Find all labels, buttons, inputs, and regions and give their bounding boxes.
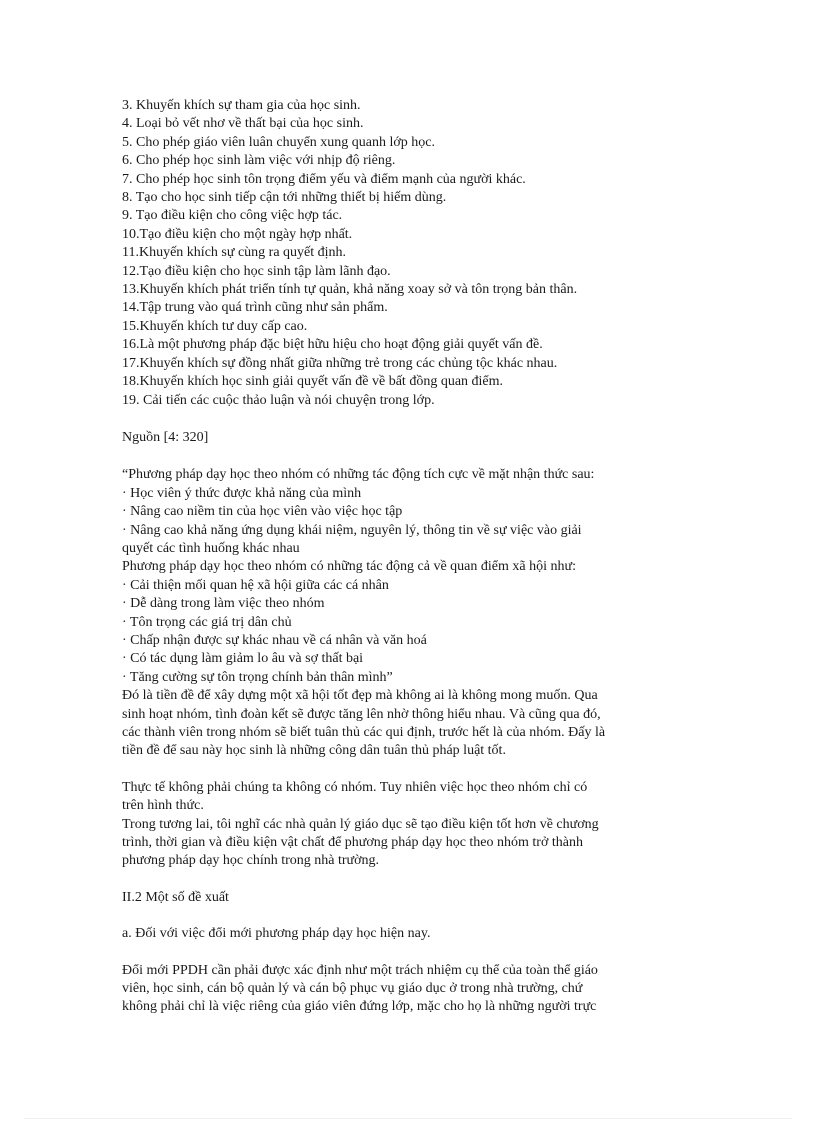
list-item: 13.Khuyến khích phát triển tính tự quản, khả năng xoay sở và tôn trọng bản thân. [122, 282, 578, 298]
paragraph-line: “Phương pháp dạy học theo nhóm có những tác động tích cực về mặt nhận thức sau: [122, 467, 595, 483]
subsection-heading: a. Đối với việc đổi mới phương pháp dạy học hiện nay. [122, 926, 431, 942]
list-item: 11.Khuyến khích sự cùng ra quyết định. [122, 245, 347, 261]
paragraph-line: · Dễ dàng trong làm việc theo nhóm [122, 596, 325, 612]
list-item: 17.Khuyến khích sự đồng nhất giữa những trẻ trong các chủng tộc khác nhau. [122, 355, 558, 371]
paragraph-line: quyết các tình huống khác nhau [122, 540, 300, 556]
reality-paragraph [122, 779, 702, 871]
paragraph-line: sinh hoạt nhóm, tình đoàn kết sẽ được tăng lên nhờ thông hiểu nhau. Và cũng qua đó, [122, 706, 601, 722]
paragraph-line: Đó là tiền đề để xây dựng một xã hội tốt đẹp mà không ai là không mong muốn. Qua [122, 688, 598, 704]
paragraph-line: tiền đề để sau này học sinh là những công dân tuân thủ pháp luật tốt. [122, 743, 506, 759]
section-heading: II.2 Một số đề xuất [122, 889, 229, 905]
benefits-list [122, 97, 702, 410]
paragraph-line: Trong tương lai, tôi nghĩ các nhà quản lý giáo dục sẽ tạo điều kiện tốt hơn về chương [122, 816, 599, 832]
paragraph-line: · Nâng cao khả năng ứng dụng khái niệm, nguyên lý, thông tin về sự việc vào giải [122, 522, 582, 538]
list-item: 14.Tập trung vào quá trình cũng như sản phẩm. [122, 300, 388, 316]
paragraph-line: các thành viên trong nhóm sẽ biết tuân thủ các qui định, trước hết là của nhóm. Đấy là [122, 725, 606, 740]
list-item: 15.Khuyến khích tư duy cấp cao. [122, 318, 308, 334]
paragraph-line: · Cải thiện mối quan hệ xã hội giữa các cá nhân [122, 577, 389, 593]
paragraph-line: không phải chỉ là việc riêng của giáo viên đứng lớp, mặc cho họ là những người trực [122, 999, 597, 1015]
document-page [122, 97, 702, 1017]
list-item: 3. Khuyến khích sự tham gia của học sinh. [122, 98, 361, 113]
paragraph-line: Phương pháp dạy học theo nhóm có những tác động cả về quan điểm xã hội như: [122, 559, 576, 575]
list-item: 6. Cho phép học sinh làm việc với nhịp độ riêng. [122, 153, 396, 169]
paragraph-line: Thực tế không phải chúng ta không có nhóm. Tuy nhiên việc học theo nhóm chỉ có [122, 779, 588, 795]
paragraph-line: Đổi mới PPDH cần phải được xác định như một trách nhiệm cụ thể của toàn thể giáo [122, 962, 598, 978]
final-paragraph [122, 962, 702, 1017]
list-item: 4. Loại bỏ vết nhơ về thất bại của học sinh. [122, 116, 364, 132]
list-item: 8. Tạo cho học sinh tiếp cận tới những thiết bị hiếm dùng. [122, 190, 447, 206]
paragraph-line: phương pháp dạy học chính trong nhà trường. [122, 853, 380, 869]
list-item: 5. Cho phép giáo viên luân chuyển xung quanh lớp học. [122, 134, 436, 150]
list-item: 16.Là một phương pháp đặc biệt hữu hiệu cho hoạt động giải quyết vấn đề. [122, 337, 543, 353]
source-citation: Nguồn [4: 320] [122, 429, 209, 445]
quote-block [122, 466, 702, 761]
paragraph-line: · Có tác dụng làm giảm lo âu và sợ thất bại [122, 651, 364, 667]
paragraph-line: · Học viên ý thức được khả năng của mình [122, 485, 362, 501]
paragraph-line: trình, thời gian và điều kiện vật chất để phương pháp dạy học theo nhóm trở thành [122, 835, 583, 851]
paragraph-line: · Tôn trọng các giá trị dân chủ [122, 614, 292, 630]
list-item: 10.Tạo điều kiện cho một ngày hợp nhất. [122, 226, 353, 242]
list-item: 7. Cho phép học sinh tôn trọng điểm yếu và điểm mạnh của người khác. [122, 171, 526, 187]
paragraph-line: · Nâng cao niềm tin của học viên vào việc học tập [122, 504, 403, 520]
list-item: 9. Tạo điều kiện cho công việc hợp tác. [122, 208, 343, 224]
list-item: 18.Khuyến khích học sinh giải quyết vấn đề về bất đồng quan điểm. [122, 374, 504, 390]
paragraph-line: · Tăng cường sự tôn trọng chính bản thân mình” [122, 669, 393, 685]
paragraph-line: viên, học sinh, cán bộ quản lý và cán bộ phục vụ giáo dục ở trong nhà trường, chứ [122, 981, 583, 997]
list-item: 12.Tạo điều kiện cho học sinh tập làm lãnh đạo. [122, 263, 391, 279]
paragraph-line: trên hình thức. [122, 798, 204, 814]
list-item: 19. Cải tiến các cuộc thảo luận và nói chuyện trong lớp. [122, 392, 435, 408]
page-bottom-rule [24, 1118, 792, 1119]
paragraph-line: · Chấp nhận được sự khác nhau về cá nhân và văn hoá [122, 632, 427, 648]
